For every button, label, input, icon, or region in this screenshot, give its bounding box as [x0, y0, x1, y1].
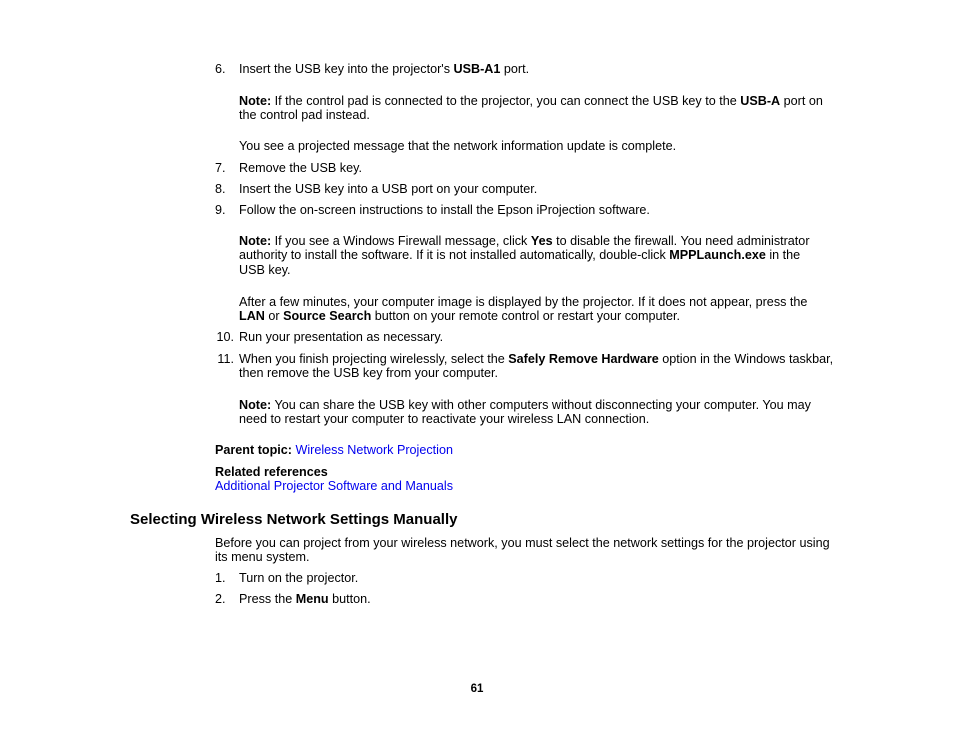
step-number: 11. — [217, 352, 234, 366]
step-number: 1. — [215, 571, 226, 585]
step-number: 10. — [216, 330, 234, 344]
parent-topic — [215, 443, 835, 457]
result-message: After a few minutes, your computer image is displayed by the projector. If it does not appear, press the LAN or Source Search button on your remote control or restart your computer. — [239, 295, 808, 324]
step-2 — [215, 592, 835, 606]
step-number: 6. — [215, 62, 226, 76]
step-7 — [215, 161, 835, 175]
step-6 — [215, 62, 835, 76]
note-label: Note: — [239, 94, 272, 108]
note-label: Note: — [239, 398, 272, 412]
section-intro: Before you can project from your wireless network, you must select the network settings for the projector using its menu system. — [215, 536, 830, 565]
related-references — [215, 465, 835, 494]
result-message: You see a projected message that the network information update is complete. — [239, 139, 677, 153]
step-text: When you finish projecting wirelessly, select the Safely Remove Hardware option in the Windows taskbar, then remove the USB key from your computer. — [239, 352, 834, 381]
step-number: 9. — [215, 203, 226, 217]
step-text: Press the Menu button. — [239, 592, 371, 606]
parent-topic-label: Parent topic: — [215, 443, 292, 457]
step-text: Run your presentation as necessary. — [239, 330, 444, 344]
step-number: 2. — [215, 592, 226, 606]
step-8 — [215, 182, 835, 196]
page-number: 61 — [470, 683, 484, 695]
related-references-label: Related references — [215, 465, 328, 479]
parent-topic-link[interactable]: Wireless Network Projection — [295, 443, 453, 457]
step-text: Follow the on-screen instructions to install the Epson iProjection software. — [239, 203, 650, 217]
related-reference-link[interactable]: Additional Projector Software and Manuals — [215, 479, 454, 494]
step-text: Turn on the projector. — [239, 571, 359, 585]
section-heading: Selecting Wireless Network Settings Manually — [130, 511, 458, 528]
step-text: Insert the USB key into a USB port on your computer. — [239, 182, 538, 196]
step-number: 8. — [215, 182, 226, 196]
note-usb-a: Note: If the control pad is connected to the projector, you can connect the USB key to the USB-A port on the control pad instead. — [239, 94, 823, 123]
note-label: Note: — [239, 234, 272, 248]
step-10 — [215, 330, 835, 344]
step-text: Remove the USB key. — [239, 161, 362, 175]
note-share-usb: Note: You can share the USB key with other computers without disconnecting your computer. You may need to restart your computer to reactivate your wireless LAN connection. — [239, 398, 811, 427]
step-number: 7. — [215, 161, 226, 175]
note-firewall: Note: If you see a Windows Firewall message, click Yes to disable the firewall. You need administrator authority to install the software. If it is not installed automatically, double-click MPPLaunch.exe in the USB key. — [239, 234, 810, 277]
step-9 — [215, 203, 835, 217]
step-1 — [215, 571, 835, 585]
step-11 — [215, 352, 835, 381]
step-text: Insert the USB key into the projector's USB-A1 port. — [239, 62, 530, 76]
